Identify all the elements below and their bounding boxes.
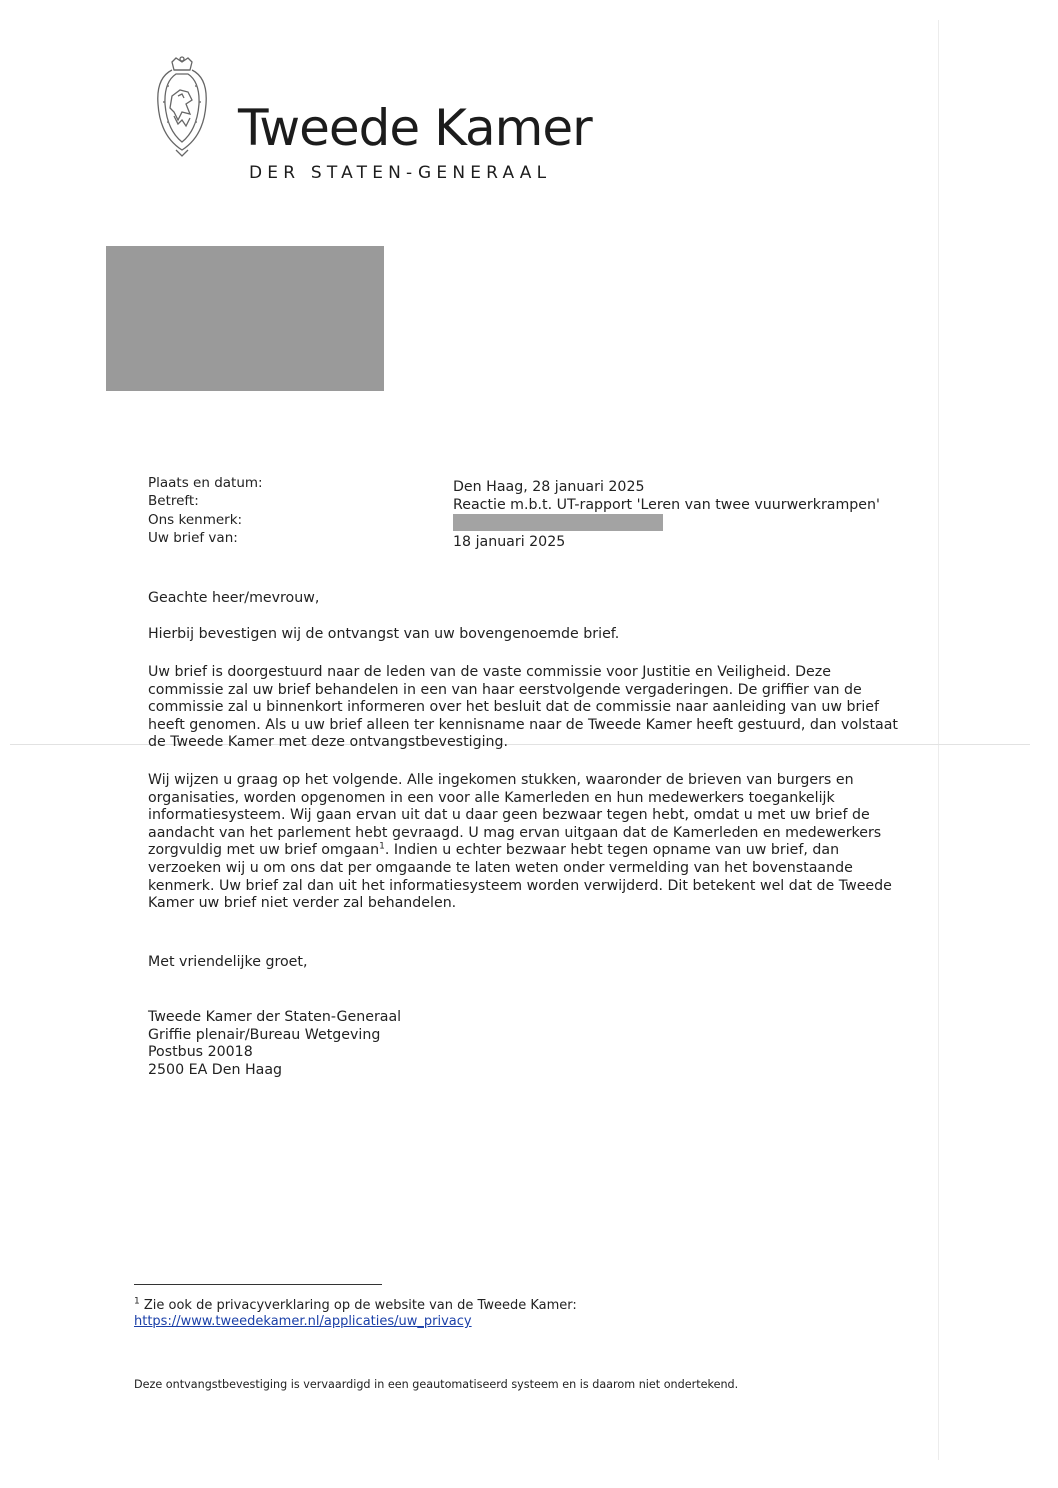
footnote-body: Zie ook de privacyverklaring op de website van de Tweede Kamer: (139, 1298, 577, 1313)
footnote-text (134, 1297, 577, 1314)
footnote-divider (134, 1284, 382, 1285)
scan-edge-line (938, 20, 939, 1460)
signature-line: 2500 EA Den Haag (148, 1061, 283, 1078)
text-line: informatiesysteem. Wij gaan ervan uit dat u daar geen bezwaar tegen hebt, omdat u met uw brief de (148, 807, 870, 824)
text-line: Wij wijzen u graag op het volgende. Alle ingekomen stukken, waaronder de brieven van burgers en (148, 772, 854, 788)
text-line: Kamer uw brief niet verder zal behandelen. (148, 895, 457, 912)
privacy-link[interactable]: https://www.tweedekamer.nl/applicaties/uw_privacy (134, 1314, 472, 1329)
text-line: heeft genomen. Als u uw brief alleen ter kennisname naar de Tweede Kamer heeft gestuurd, dan volstaat (148, 716, 898, 733)
value-subject: Reactie m.b.t. UT-rapport 'Leren van twee vuurwerkrampen' (453, 497, 880, 513)
text-line: de Tweede Kamer met deze ontvangstbevestiging. (148, 734, 509, 751)
text-line: commissie zal u binnenkort informeren over het besluit dat de commissie naar aanleiding van uw brief (148, 699, 879, 716)
text-line: verzoeken wij u om ons dat per omgaande te laten weten onder vermelding van het bovenstaande (148, 859, 853, 876)
text-line (148, 842, 892, 860)
footnote-marker: 1 (134, 1296, 140, 1307)
paragraph-privacy (148, 772, 892, 913)
paragraph-acknowledgement: Hierbij bevestigen wij de ontvangst van uw bovengenoemde brief. (148, 626, 620, 642)
text-line: organisaties, worden opgenomen in een voor alle Kamerleden en hun medewerkers toegankelijk (148, 789, 835, 806)
signature-line: Postbus 20018 (148, 1044, 253, 1061)
signature-line: Tweede Kamer der Staten-Generaal (148, 1009, 402, 1025)
text-line: kenmerk. Uw brief zal dan uit het informatiesysteem worden verwijderd. Dit betekent wel dat de Tweede (148, 877, 892, 894)
text-line: aandacht van het parlement hebt gevraagd. U mag ervan uitgaan dat de Kamerleden en medewerkers (148, 824, 882, 841)
crest-logo (150, 56, 214, 158)
label-our-reference: Ons kenmerk: (148, 512, 243, 528)
signature-line: Griffie plenair/Bureau Wetgeving (148, 1026, 381, 1043)
value-place-date: Den Haag, 28 januari 2025 (453, 479, 645, 495)
logo-subtitle: DER STATEN-GENERAAL (249, 163, 552, 183)
label-place-date: Plaats en datum: (148, 475, 263, 491)
text-segment: zorgvuldig met uw brief omgaan (148, 842, 380, 859)
text-line: commissie zal uw brief behandelen in een van haar eerstvolgende vergaderingen. De griffier van de (148, 681, 862, 698)
salutation: Geachte heer/mevrouw, (148, 590, 320, 606)
signature-block (148, 1009, 401, 1079)
logo-title: Tweede Kamer (238, 99, 592, 157)
automated-disclaimer: Deze ontvangstbevestiging is vervaardigd in een geautomatiseerd systeem en is daarom niet ondertekend. (134, 1378, 739, 1391)
value-letter-date: 18 januari 2025 (453, 534, 566, 550)
redacted-address-block (106, 246, 384, 391)
text-segment: . Indien u echter bezwaar hebt tegen opname van uw brief, dan (384, 842, 840, 859)
text-line: Uw brief is doorgestuurd naar de leden van de vaste commissie voor Justitie en Veiligheid. Deze (148, 664, 831, 680)
paragraph-forwarded (148, 664, 898, 752)
label-your-letter: Uw brief van: (148, 530, 238, 546)
closing-greeting: Met vriendelijke groet, (148, 954, 308, 970)
label-subject: Betreft: (148, 493, 199, 509)
redacted-reference (453, 514, 663, 531)
footnote-reference[interactable]: 1 (379, 841, 385, 852)
